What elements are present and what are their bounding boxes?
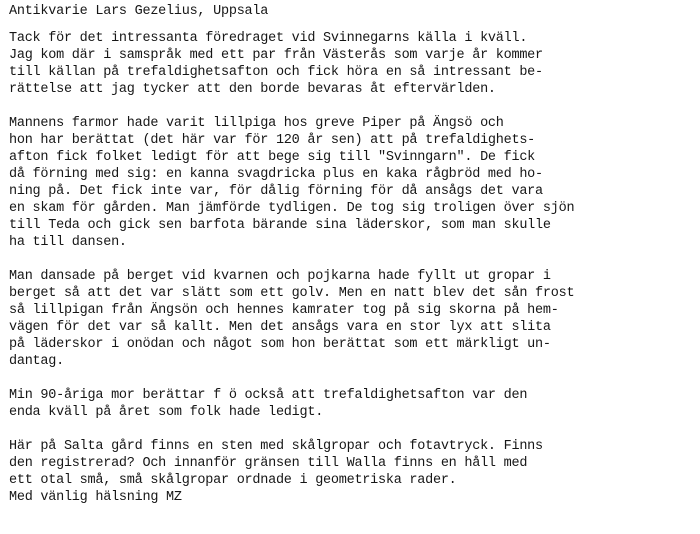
text-line: dantag. [9,354,64,369]
paragraph-5 [9,438,692,489]
text-line: ha till dansen. [9,235,127,250]
text-line: Man dansade på berget vid kvarnen och pojkarna hade fyllt ut gropar i [9,269,551,284]
paragraph-2 [9,115,692,251]
text-line: rättelse att jag tycker att den borde bevaras åt eftervärlden. [9,82,496,97]
text-line: enda kväll på året som folk hade ledigt. [9,405,324,420]
text-line: hon har berättat (det här var för 120 år sen) att på trefaldighets- [9,133,536,148]
spacer [9,370,692,387]
text-line: berget så att det var slätt som ett golv. Men en natt blev det sån frost [9,286,575,301]
text-line: Min 90-åriga mor berättar f ö också att trefaldighetsafton var den [9,388,528,403]
letter-header: Antikvarie Lars Gezelius, Uppsala [9,4,269,19]
text-line: en skam för gården. Man jämförde tydligen. De tog sig troligen över sjön [9,201,575,216]
text-line: den registrerad? Och innanför gränsen till Walla finns en håll med [9,456,528,471]
text-line: Tack för det intressanta föredraget vid Svinnegarns källa i kväll. [9,31,528,46]
spacer [9,20,692,30]
text-line: till källan på trefaldighetsafton och fick höra en så intressant be- [9,65,543,80]
text-line: vägen för det var så kallt. Men det ansågs vara en stor lyx att slita [9,320,551,335]
text-line: Här på Salta gård finns en sten med skålgropar och fotavtryck. Finns [9,439,543,454]
spacer [9,98,692,115]
text-line: på läderskor i onödan och något som hon berättat som ett märkligt un- [9,337,551,352]
spacer [9,421,692,438]
text-line: Jag kom där i samspråk med ett par från Västerås som varje år kommer [9,48,543,63]
text-line: afton fick folket ledigt för att bege sig till "Svinngarn". De fick [9,150,536,165]
paragraph-4 [9,387,692,421]
text-line: så lillpigan från Ängsön och hennes kamrater tog på sig skorna på hem- [9,303,559,318]
letter-closing: Med vänlig hälsning MZ [9,490,182,505]
text-line: ett otal små, små skålgropar ordnade i geometriska rader. [9,473,457,488]
paragraph-3 [9,268,692,370]
paragraph-1 [9,30,692,98]
text-line: då förning med sig: en kanna svagdricka plus en kaka rågbröd med ho- [9,167,543,182]
spacer [9,251,692,268]
text-line: ning på. Det fick inte var, för dålig förning för då ansågs det vara [9,184,543,199]
text-line: till Teda och gick sen barfota bärande sina läderskor, som man skulle [9,218,551,233]
text-line: Mannens farmor hade varit lillpiga hos greve Piper på Ängsö och [9,116,504,131]
